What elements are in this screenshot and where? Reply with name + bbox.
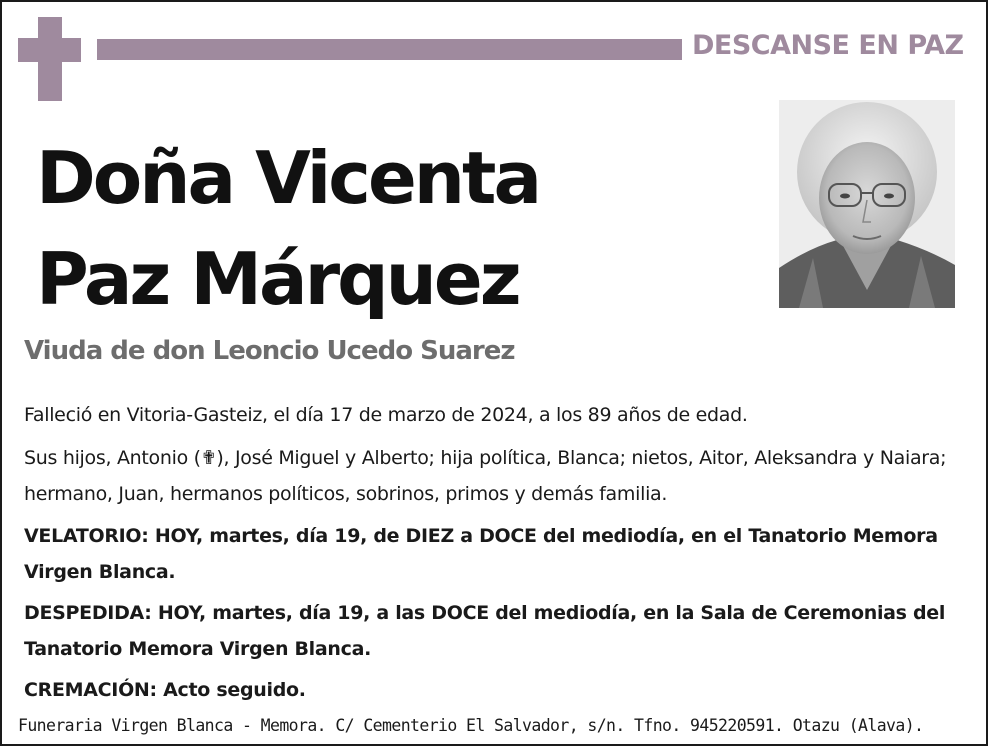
cremacion-text: CREMACIÓN: Acto seguido. xyxy=(24,679,306,701)
death-notice-text: Falleció en Vitoria-Gasteiz, el día 17 de marzo de 2024, a los 89 años de edad. xyxy=(24,404,748,426)
small-cross-icon: ✟ xyxy=(200,447,217,469)
deceased-name-line2: Paz Márquez xyxy=(36,237,519,321)
portrait-photo xyxy=(779,100,955,308)
despedida-text: DESPEDIDA: HOY, martes, día 19, a las DOCE del mediodía, en la Sala de Ceremonias del Tanatorio Memora Virgen Blanca. xyxy=(24,602,946,660)
family-text-part2: ), José Miguel y Alberto; hija política, Blanca; nietos, Aitor, Aleksandra y Naiara; hermano, Juan, hermanos políticos, sobrinos, primos y demás familia. xyxy=(24,447,947,505)
header-label: DESCANSE EN PAZ xyxy=(692,30,964,61)
latin-cross-icon-arm xyxy=(18,38,81,62)
deceased-subtitle: Viuda de don Leoncio Ucedo Suarez xyxy=(24,336,515,366)
funeral-home-footer: Funeraria Virgen Blanca - Memora. C/ Cementerio El Salvador, s/n. Tfno. 945220591. Otazu (Alava). xyxy=(18,716,924,735)
family-text-part1: Sus hijos, Antonio ( xyxy=(24,447,201,469)
portrait-photo-drawing xyxy=(779,100,955,308)
family-text xyxy=(24,440,969,512)
deceased-name-line1: Doña Vicenta xyxy=(36,136,540,220)
velatorio-text: VELATORIO: HOY, martes, día 19, de DIEZ a DOCE del mediodía, en el Tanatorio Memora Virgen Blanca. xyxy=(24,525,938,583)
header-divider-bar xyxy=(97,39,682,60)
deceased-name xyxy=(36,128,539,330)
